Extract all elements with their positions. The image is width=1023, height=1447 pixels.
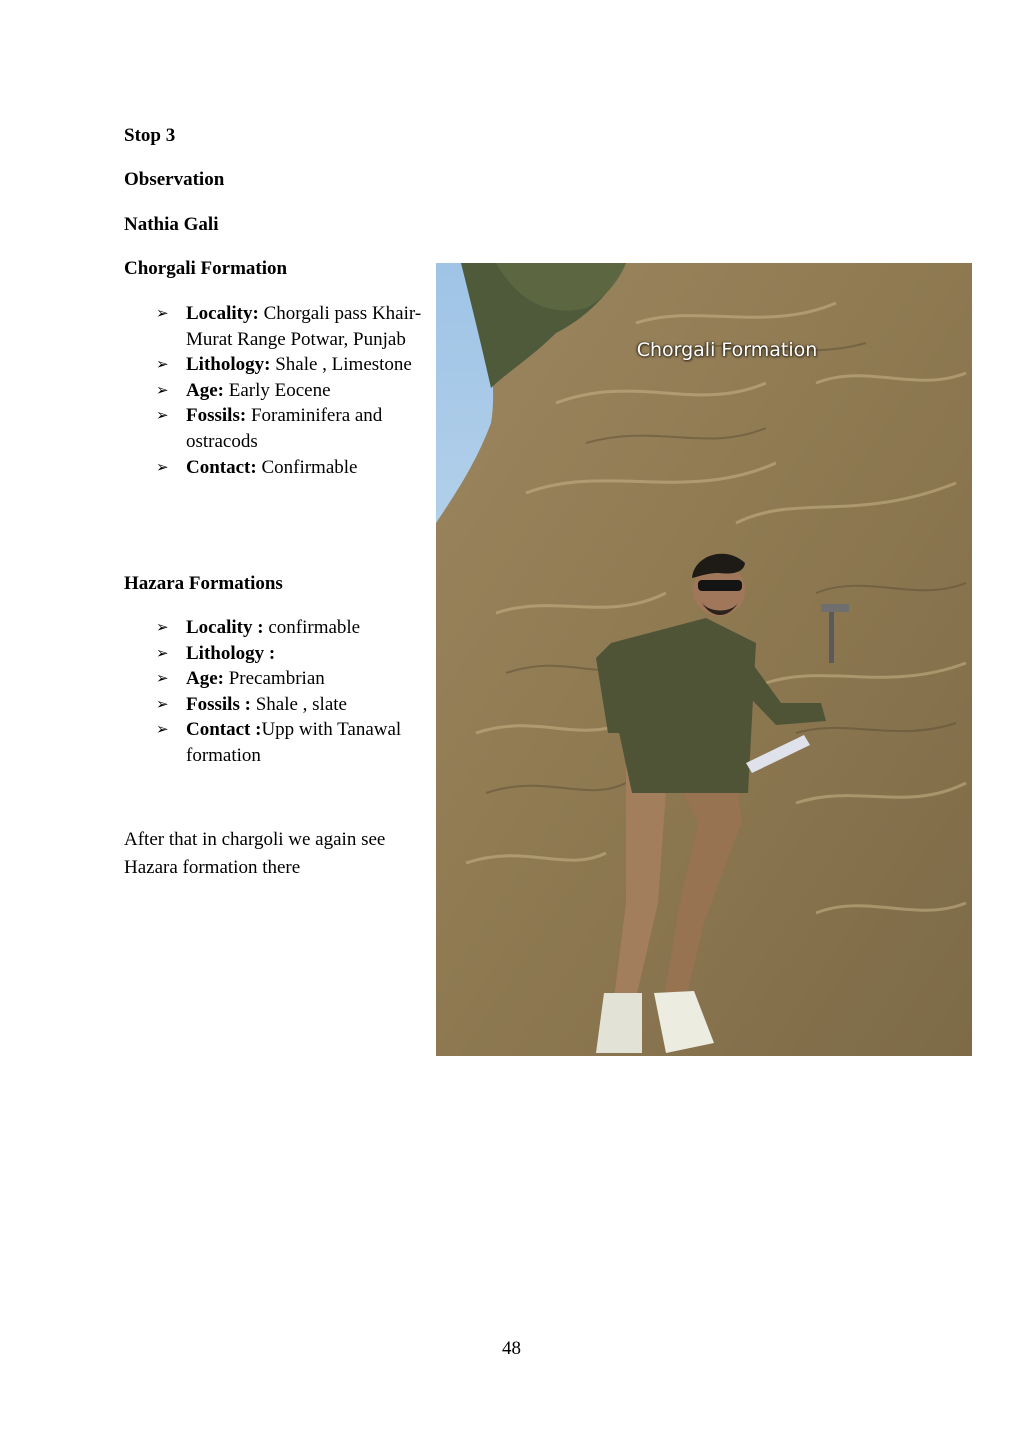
property-value: Shale , slate bbox=[250, 693, 347, 715]
arrowhead-bullet-icon: ➢ bbox=[156, 720, 169, 739]
list-item bbox=[156, 403, 431, 454]
property-label: Contact: bbox=[186, 456, 257, 478]
arrowhead-bullet-icon: ➢ bbox=[156, 355, 169, 374]
property-value: Upp with Tanawal formation bbox=[186, 719, 402, 766]
property-value: Confirmable bbox=[256, 456, 358, 478]
property-label: Age: bbox=[186, 379, 224, 401]
property-value: Precambrian bbox=[223, 668, 325, 690]
property-label: Locality: bbox=[186, 303, 259, 324]
arrowhead-bullet-icon: ➢ bbox=[156, 694, 169, 713]
arrowhead-bullet-icon: ➢ bbox=[156, 643, 169, 662]
property-value: Early Eocene bbox=[223, 379, 331, 401]
arrowhead-bullet-icon: ➢ bbox=[156, 380, 169, 399]
arrowhead-bullet-icon: ➢ bbox=[156, 406, 169, 425]
hazara-properties-list bbox=[156, 615, 431, 769]
list-item bbox=[156, 455, 431, 481]
property-label: Age: bbox=[186, 668, 224, 690]
observation-heading: Observation bbox=[124, 169, 225, 190]
property-label: Lithology : bbox=[186, 642, 276, 664]
location-heading: Nathia Gali bbox=[124, 214, 219, 235]
page-number: 48 bbox=[502, 1338, 521, 1359]
closing-paragraph: After that in chargoli we again see Hazara formation there bbox=[124, 829, 386, 878]
arrowhead-bullet-icon: ➢ bbox=[156, 457, 169, 476]
property-value: Foraminifera and ostracods bbox=[186, 405, 383, 452]
property-label: Locality : bbox=[186, 617, 264, 638]
chorgali-properties-list bbox=[156, 301, 431, 480]
hazara-formations-heading: Hazara Formations bbox=[124, 573, 283, 594]
arrowhead-bullet-icon: ➢ bbox=[156, 618, 169, 636]
outcrop-photo bbox=[436, 263, 972, 1056]
chorgali-formation-heading: Chorgali Formation bbox=[124, 258, 288, 279]
photo-caption: Chorgali Formation bbox=[636, 339, 818, 361]
list-item bbox=[156, 301, 431, 352]
property-value: Shale , Limestone bbox=[270, 354, 412, 376]
property-label: Contact : bbox=[186, 719, 262, 741]
list-item bbox=[156, 615, 431, 641]
property-label: Fossils : bbox=[186, 693, 251, 715]
list-item bbox=[156, 717, 431, 768]
arrowhead-bullet-icon: ➢ bbox=[156, 304, 169, 322]
list-item bbox=[156, 641, 431, 667]
arrowhead-bullet-icon: ➢ bbox=[156, 669, 169, 688]
stop-title: Stop 3 bbox=[124, 125, 176, 146]
property-label: Fossils: bbox=[186, 405, 247, 427]
property-label: Lithology: bbox=[186, 354, 271, 376]
property-value: Chorgali pass Khair-Murat Range Potwar, Punjab bbox=[186, 303, 422, 350]
list-item bbox=[156, 352, 431, 378]
property-value: confirmable bbox=[263, 617, 361, 638]
list-item bbox=[156, 692, 431, 718]
list-item bbox=[156, 666, 431, 692]
list-item bbox=[156, 378, 431, 404]
outcrop-photo-illustration bbox=[436, 263, 972, 1056]
